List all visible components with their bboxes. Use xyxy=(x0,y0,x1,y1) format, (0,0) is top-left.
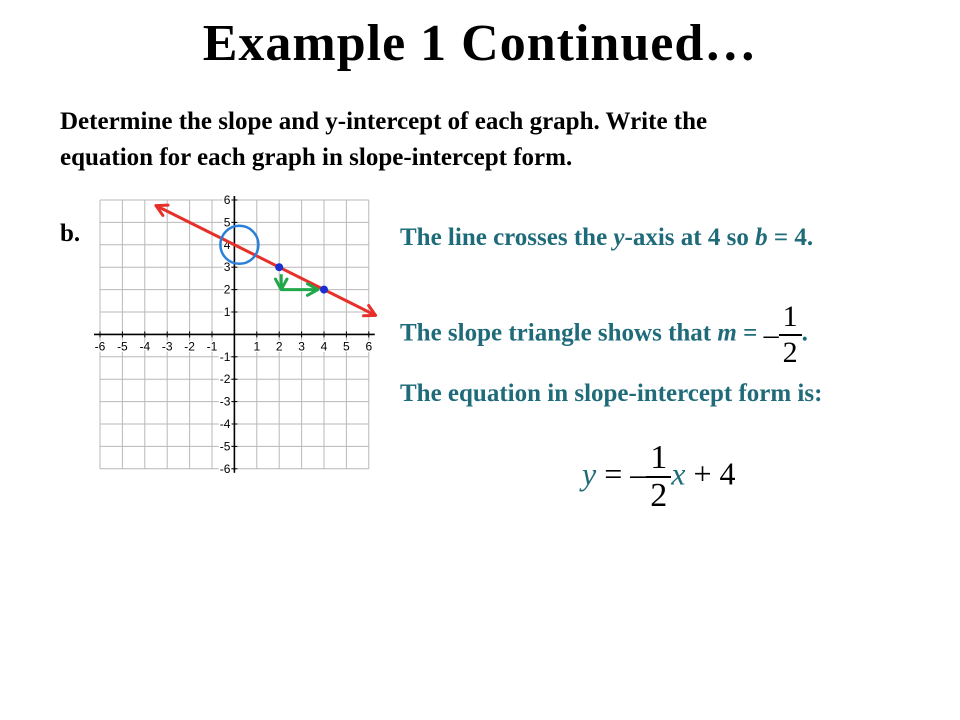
y-tick-label: -6 xyxy=(219,461,231,476)
equation-x: x xyxy=(671,455,686,492)
equation-intro: The equation in slope-intercept form is: xyxy=(400,380,823,407)
y-tick-label: -1 xyxy=(219,349,231,364)
y-tick-label: -2 xyxy=(219,372,231,387)
slope-equals: = xyxy=(736,319,758,347)
intercept-text-1: The line crosses the xyxy=(400,224,614,251)
y-tick-label: 4 xyxy=(223,237,231,252)
equation-y: y xyxy=(582,455,597,492)
x-tick-label: 4 xyxy=(320,339,328,354)
x-tick-label: 6 xyxy=(365,339,373,354)
y-tick-label: -5 xyxy=(219,439,231,454)
slope-numerator: 1 xyxy=(779,300,802,336)
x-tick-label: 2 xyxy=(275,339,283,354)
y-tick-label: 1 xyxy=(223,305,231,319)
x-tick-label: -3 xyxy=(161,339,173,354)
y-tick-label: -4 xyxy=(219,417,231,431)
slope-fraction xyxy=(779,300,802,370)
intercept-statement xyxy=(400,222,813,254)
x-tick-label: -5 xyxy=(117,339,128,354)
x-tick-label: -1 xyxy=(206,339,218,354)
prompt-line-1: Determine the slope and y-intercept of each graph. Write the xyxy=(60,108,708,135)
part-label: b. xyxy=(60,220,81,247)
x-tick-label: 3 xyxy=(298,339,305,354)
intercept-b-var: b xyxy=(755,224,768,251)
graph-point xyxy=(275,263,283,271)
x-tick-label: -6 xyxy=(94,339,106,354)
x-tick-label: 1 xyxy=(253,339,261,354)
x-tick-label: 5 xyxy=(343,339,350,354)
x-tick-label: -4 xyxy=(139,339,151,354)
prompt-line-2: equation for each graph in slope-intercept form. xyxy=(60,144,573,171)
intercept-text-2: -axis at 4 so xyxy=(624,224,756,251)
slide-title: Example 1 Continued… xyxy=(202,15,758,72)
coordinate-graph xyxy=(88,188,378,478)
graph-point xyxy=(320,286,328,294)
equation-equals: = – xyxy=(596,455,647,492)
slope-intercept-equation xyxy=(582,440,736,514)
y-tick-label: 3 xyxy=(223,260,231,275)
equation-denominator: 2 xyxy=(650,477,668,514)
slope-statement xyxy=(400,300,808,370)
y-tick-label: -3 xyxy=(219,394,231,409)
intercept-text-3: = 4. xyxy=(767,224,814,251)
intercept-y-var: y xyxy=(613,224,625,251)
equation-constant: + 4 xyxy=(685,455,736,492)
equation-numerator: 1 xyxy=(646,440,671,478)
y-tick-label: 6 xyxy=(223,193,231,207)
x-tick-label: -2 xyxy=(184,339,195,354)
slope-text-1: The slope triangle shows that xyxy=(400,319,718,347)
slope-period: . xyxy=(801,319,808,347)
y-tick-label: 5 xyxy=(223,215,231,230)
slope-denominator: 2 xyxy=(782,336,798,369)
slope-m-var: m xyxy=(717,319,737,347)
y-tick-label: 2 xyxy=(223,282,231,297)
slope-minus-sign: – xyxy=(763,318,779,351)
problem-prompt xyxy=(60,104,920,176)
equation-fraction xyxy=(646,440,671,514)
